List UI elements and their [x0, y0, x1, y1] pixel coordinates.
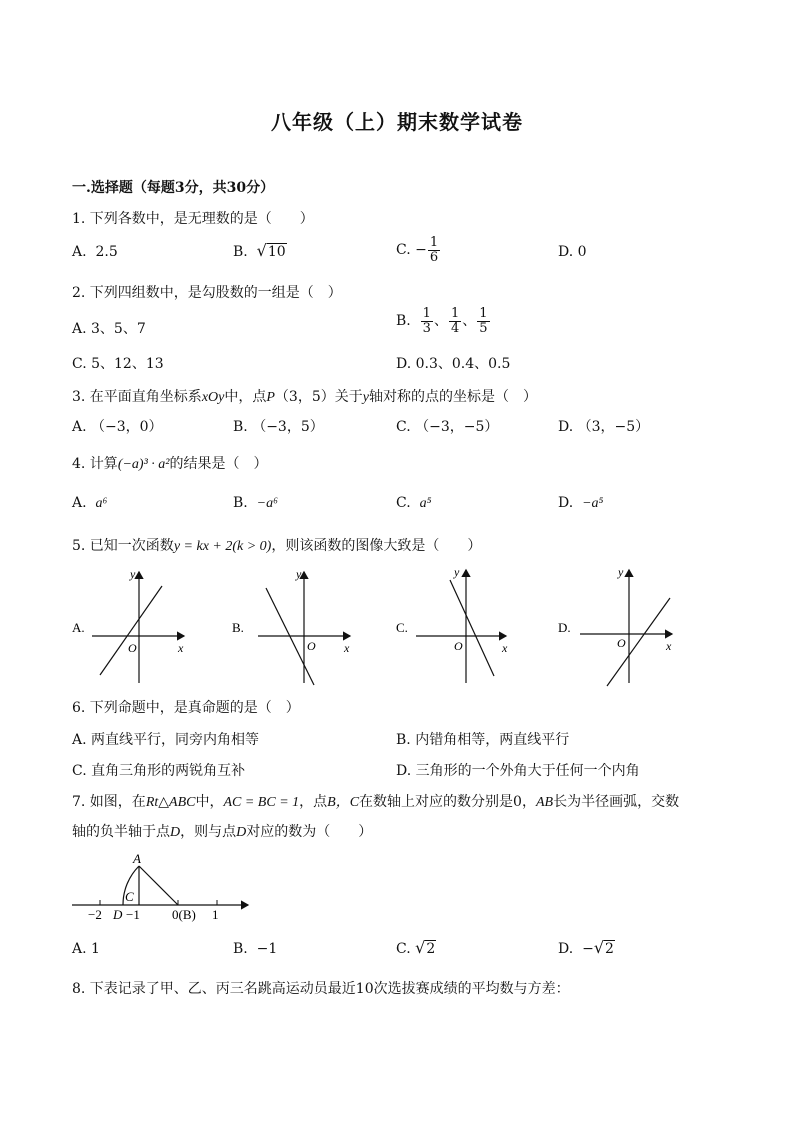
svg-text:O: O	[307, 639, 316, 653]
q4-option-d: D. −a⁵	[558, 495, 604, 511]
q8-stem: 8. 下表记录了甲、乙、丙三名跳高运动员最近10次选拔赛成绩的平均数与方差：	[72, 981, 570, 997]
svg-text:C: C	[125, 889, 134, 904]
svg-text:y: y	[618, 565, 624, 579]
section-heading: 一.选择题（每题3分，共30分）	[72, 180, 275, 196]
svg-text:x: x	[344, 641, 350, 655]
svg-text:1: 1	[212, 907, 219, 922]
q1-option-a: A. 2.5	[72, 244, 118, 260]
q1-option-d: D. 0	[558, 244, 587, 260]
q6-option-a: A. 两直线平行，同旁内角相等	[72, 732, 260, 748]
q6-option-b: B. 内错角相等，两直线平行	[396, 732, 570, 748]
q5-stem: 5. 已知一次函数y = kx + 2(k > 0)，则该函数的图像大致是（ ）	[72, 538, 482, 554]
q1-option-b: B. √10	[233, 241, 286, 260]
svg-text:D: D	[113, 907, 123, 922]
q2-stem: 2. 下列四组数中，是勾股数的一组是（ ）	[72, 285, 342, 301]
q1-stem: 1. 下列各数中，是无理数的是（ ）	[72, 211, 314, 227]
q7-option-c: C. √2	[396, 938, 436, 957]
q3-stem: 3. 在平面直角坐标系xOy中，点P（3，5）关于y轴对称的点的坐标是（ ）	[72, 389, 537, 405]
q4-option-b: B. −a⁶	[233, 495, 278, 511]
svg-text:y: y	[130, 567, 136, 581]
svg-text:−2: −2	[88, 907, 102, 922]
q3-option-a: A. （−3，0）	[72, 419, 163, 435]
q5-graphs	[60, 560, 760, 695]
q7-option-b: B. −1	[233, 941, 278, 957]
svg-text:−1: −1	[126, 907, 140, 922]
q5-graph-b-label: B.	[232, 620, 244, 635]
svg-text:A: A	[133, 851, 141, 866]
q3-option-c: C. （−3，−5）	[396, 419, 499, 435]
q5-graph-d-label: D.	[558, 620, 571, 635]
q2-option-d: D. 0.3、0.4、0.5	[396, 356, 511, 372]
q5-graph-a-line	[100, 586, 162, 675]
q5-graph-b	[232, 567, 350, 685]
q2-option-b: B. $\frac{1}{3}$ 、 $\frac{1}{4}$ 、 $\frac{1}{5}$	[396, 306, 488, 336]
q2-option-c: C. 5、12、13	[72, 356, 164, 372]
svg-text:x: x	[178, 641, 184, 655]
svg-text:x: x	[502, 641, 508, 655]
q6-option-c: C. 直角三角形的两锐角互补	[72, 763, 246, 779]
q5-graph-c-line	[450, 580, 494, 676]
svg-text:0(B): 0(B)	[172, 907, 196, 922]
q5-graph-d	[558, 565, 672, 686]
q3-option-d: D. （3，−5）	[558, 419, 650, 435]
q4-option-c: C. a⁵	[396, 495, 432, 511]
svg-text:x: x	[666, 639, 672, 653]
svg-text:O: O	[128, 641, 137, 655]
q4-option-a: A. a⁶	[72, 495, 108, 511]
q7-figure	[66, 844, 266, 924]
q7-stem-line2: 轴的负半轴于点D，则与点D对应的数为（ ）	[72, 824, 373, 840]
q6-stem: 6. 下列命题中，是真命题的是（ ）	[72, 700, 300, 716]
q1-option-c: C. − $\frac{1}{6}$	[396, 235, 439, 265]
q5-graph-a	[72, 567, 184, 683]
page-title: 八年级（上）期末数学试卷	[271, 110, 523, 134]
q6-option-d: D. 三角形的一个外角大于任何一个内角	[396, 763, 640, 779]
q2-option-a: A. 3、5、7	[72, 321, 146, 337]
q7-option-d: D. −√2	[558, 938, 614, 957]
q5-graph-a-label: A.	[72, 620, 85, 635]
q7-option-a: A. 1	[72, 941, 100, 957]
svg-text:O: O	[454, 639, 463, 653]
svg-text:O: O	[617, 636, 626, 650]
q3-option-b: B. （−3，5）	[233, 419, 324, 435]
q4-stem: 4. 计算(−a)³ · a²的结果是（ ）	[72, 456, 268, 472]
svg-text:y: y	[296, 567, 302, 581]
q5-graph-c-label: C.	[396, 620, 408, 635]
q7-stem-line1: 7. 如图，在Rt△ABC中，AC = BC = 1，点B，C在数轴上对应的数分别是0，AB长为半径画弧，交数	[72, 794, 680, 810]
q5-graph-c	[396, 565, 508, 683]
svg-text:y: y	[454, 565, 460, 579]
